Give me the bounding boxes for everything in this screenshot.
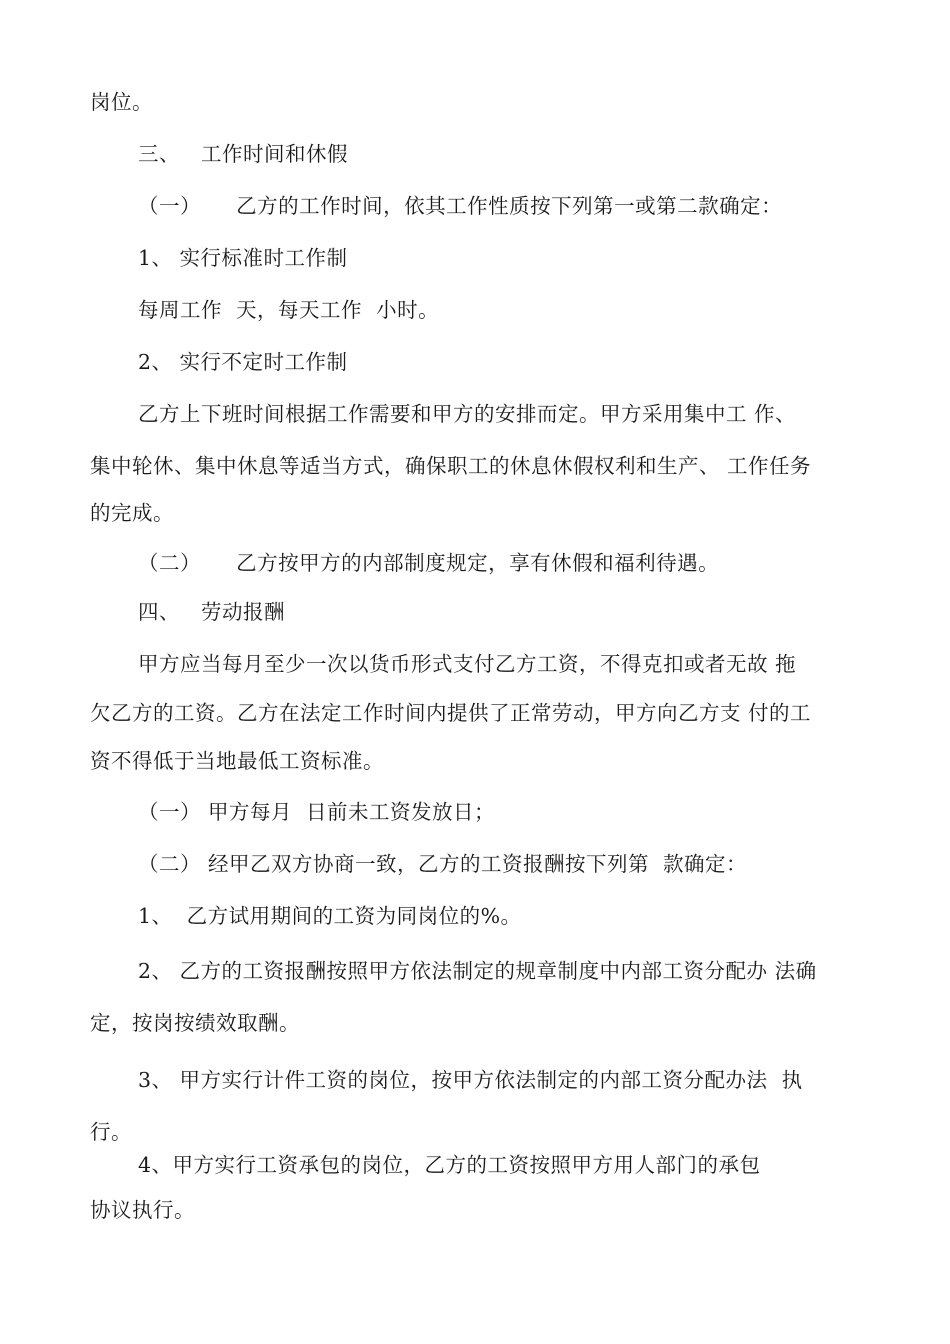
text-line: 定，按岗按绩效取酬。 [90, 1011, 300, 1035]
text-line: （二） 经甲乙双方协商一致，乙方的工资报酬按下列第 款确定： [138, 852, 748, 876]
text-line: 甲方应当每月至少一次以货币形式支付乙方工资，不得克扣或者无故 拖 [138, 652, 797, 676]
text-line: 1、 乙方试用期间的工资为同岗位的%。 [138, 904, 522, 928]
text-line: 欠乙方的工资。乙方在法定工作时间内提供了正常劳动，甲方向乙方支 付的工 [90, 701, 812, 725]
text-line: 2、 实行不定时工作制 [138, 350, 348, 374]
text-line: 集中轮休、集中休息等适当方式，确保职工的休息休假权利和生产、 工作任务 [90, 454, 812, 478]
text-line: 岗位。 [90, 90, 153, 114]
text-line: （一） 甲方每月 日前未工资发放日； [138, 800, 496, 824]
text-line: 行。 [90, 1120, 132, 1144]
text-line: 资不得低于当地最低工资标准。 [90, 749, 384, 773]
text-line: 的完成。 [90, 501, 174, 525]
text-line: （二） 乙方按甲方的内部制度规定，享有休假和福利待遇。 [138, 551, 720, 575]
text-line: （一） 乙方的工作时间，依其工作性质按下列第一或第二款确定： [138, 194, 783, 218]
text-line: 4、甲方实行工资承包的岗位，乙方的工资按照甲方用人部门的承包 [138, 1153, 761, 1177]
text-line: 1、 实行标准时工作制 [138, 246, 348, 270]
text-line: 2、 乙方的工资报酬按照甲方依法制定的规章制度中内部工资分配办 法确 [138, 959, 817, 983]
text-line: 协议执行。 [90, 1198, 195, 1222]
section-heading: 三、 工作时间和休假 [138, 142, 349, 166]
text-line: 3、 甲方实行计件工资的岗位，按甲方依法制定的内部工资分配办法 执 [138, 1068, 803, 1092]
text-line: 乙方上下班时间根据工作需要和甲方的安排而定。甲方采用集中工 作、 [138, 402, 797, 426]
section-heading: 四、 劳动报酬 [138, 600, 286, 624]
text-line: 每周工作 天，每天工作 小时。 [138, 298, 440, 322]
